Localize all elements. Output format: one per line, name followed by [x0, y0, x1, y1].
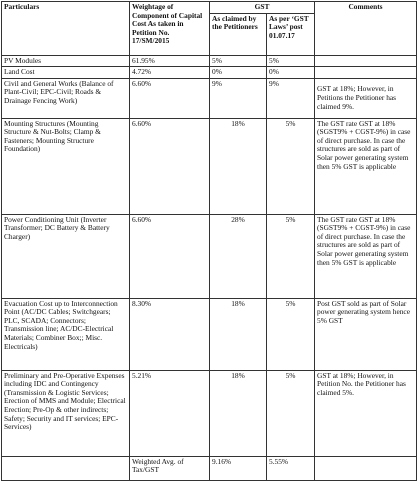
cell-particulars: Civil and General Works (Balance of Plant-Civil; EPC-Civil; Roads & Drainage Fencing Work): [2, 78, 130, 118]
footer-comments-cell: [315, 456, 417, 480]
table-row: [2, 298, 417, 370]
cell-per-laws: 5%: [267, 118, 315, 214]
cell-particulars: PV Modules: [2, 55, 130, 67]
cell-per-laws: 5%: [267, 298, 315, 370]
footer-row: [2, 456, 417, 480]
cell-per-laws: 5%: [267, 214, 315, 298]
cell-claimed: 0%: [210, 67, 267, 79]
footer-label: Weighted Avg. of Tax/GST: [130, 456, 210, 480]
cell-weightage: 5.21%: [130, 370, 210, 456]
cell-particulars: Mounting Structures (Mounting Structure & Nut-Bolts; Clamp & Fasteners; Mounting Structure Foundation): [2, 118, 130, 214]
cell-comments: The GST rate GST at 18% (SGST9% + CGST-9%) in case of direct purchase. In case the structures are sold as part of Solar power generating system then 5% GST is applicable: [315, 118, 417, 214]
table-row: [2, 118, 417, 214]
header-gst-group: GST: [210, 2, 315, 14]
cell-claimed: 9%: [210, 78, 267, 118]
cell-per-laws: 5%: [267, 370, 315, 456]
header-comments: Comments: [315, 2, 417, 56]
cell-weightage: 6.60%: [130, 118, 210, 214]
table-row: [2, 55, 417, 67]
table-row: [2, 78, 417, 118]
cell-claimed: 28%: [210, 214, 267, 298]
cell-per-laws: 0%: [267, 67, 315, 79]
cell-comments: GST at 18%; However, in Petition No. the Petitioner has claimed 5%.: [315, 370, 417, 456]
header-per-laws: As per ‘GST Laws’ post 01.07.17: [267, 13, 315, 55]
table-row: [2, 214, 417, 298]
cell-particulars: Land Cost: [2, 67, 130, 79]
cell-weightage: 8.30%: [130, 298, 210, 370]
footer-claimed: 9.16%: [210, 456, 267, 480]
header-row-1: [2, 2, 417, 14]
header-claimed: As claimed by the Petitioners: [210, 13, 267, 55]
footer-empty-cell: [2, 456, 130, 480]
footer-per-laws: 5.55%: [267, 456, 315, 480]
cell-comments: [315, 67, 417, 79]
cell-particulars: Preliminary and Pre-Operative Expenses including IDC and Contingency (Transmission & Logistic Services; Erection of MMS and Module; Electrical Erection; Pre-Op & other indirects; Safety; Security and IT services; EPC-Services): [2, 370, 130, 456]
header-weightage: Weightage of Component of Capital Cost As taken in Petition No. 17/SM/2015: [130, 2, 210, 56]
cell-weightage: 61.95%: [130, 55, 210, 67]
cell-weightage: 6.60%: [130, 78, 210, 118]
table-row: [2, 67, 417, 79]
header-particulars: Particulars: [2, 2, 130, 56]
cell-per-laws: 9%: [267, 78, 315, 118]
cell-claimed: 18%: [210, 118, 267, 214]
cell-comments: Post GST sold as part of Solar power generating system hence 5% GST: [315, 298, 417, 370]
table-row: [2, 370, 417, 456]
cell-claimed: 18%: [210, 370, 267, 456]
cell-weightage: 6.60%: [130, 214, 210, 298]
cell-weightage: 4.72%: [130, 67, 210, 79]
cell-claimed: 5%: [210, 55, 267, 67]
cell-comments: [315, 55, 417, 67]
gst-comparison-table: [1, 1, 417, 481]
cell-comments: GST at 18%; However, in Petitions the Petitioner has claimed 9%.: [315, 78, 417, 118]
cell-particulars: Evacuation Cost up to Interconnection Point (AC/DC Cables; Switchgears; PLC, SCADA; Connectors; Transmission line; AC/DC-Electrical Materials; Combiner Box;; Misc. Electricals): [2, 298, 130, 370]
cell-comments: The GST rate GST at 18% (SGST9% + CGST-9%) in case of direct purchase. In case the structures are sold as part of Solar power generating system then 5% GST is applicable: [315, 214, 417, 298]
cell-per-laws: 5%: [267, 55, 315, 67]
cell-particulars: Power Conditioning Unit (Inverter Transformer; DC Battery & Battery Charger): [2, 214, 130, 298]
cell-claimed: 18%: [210, 298, 267, 370]
